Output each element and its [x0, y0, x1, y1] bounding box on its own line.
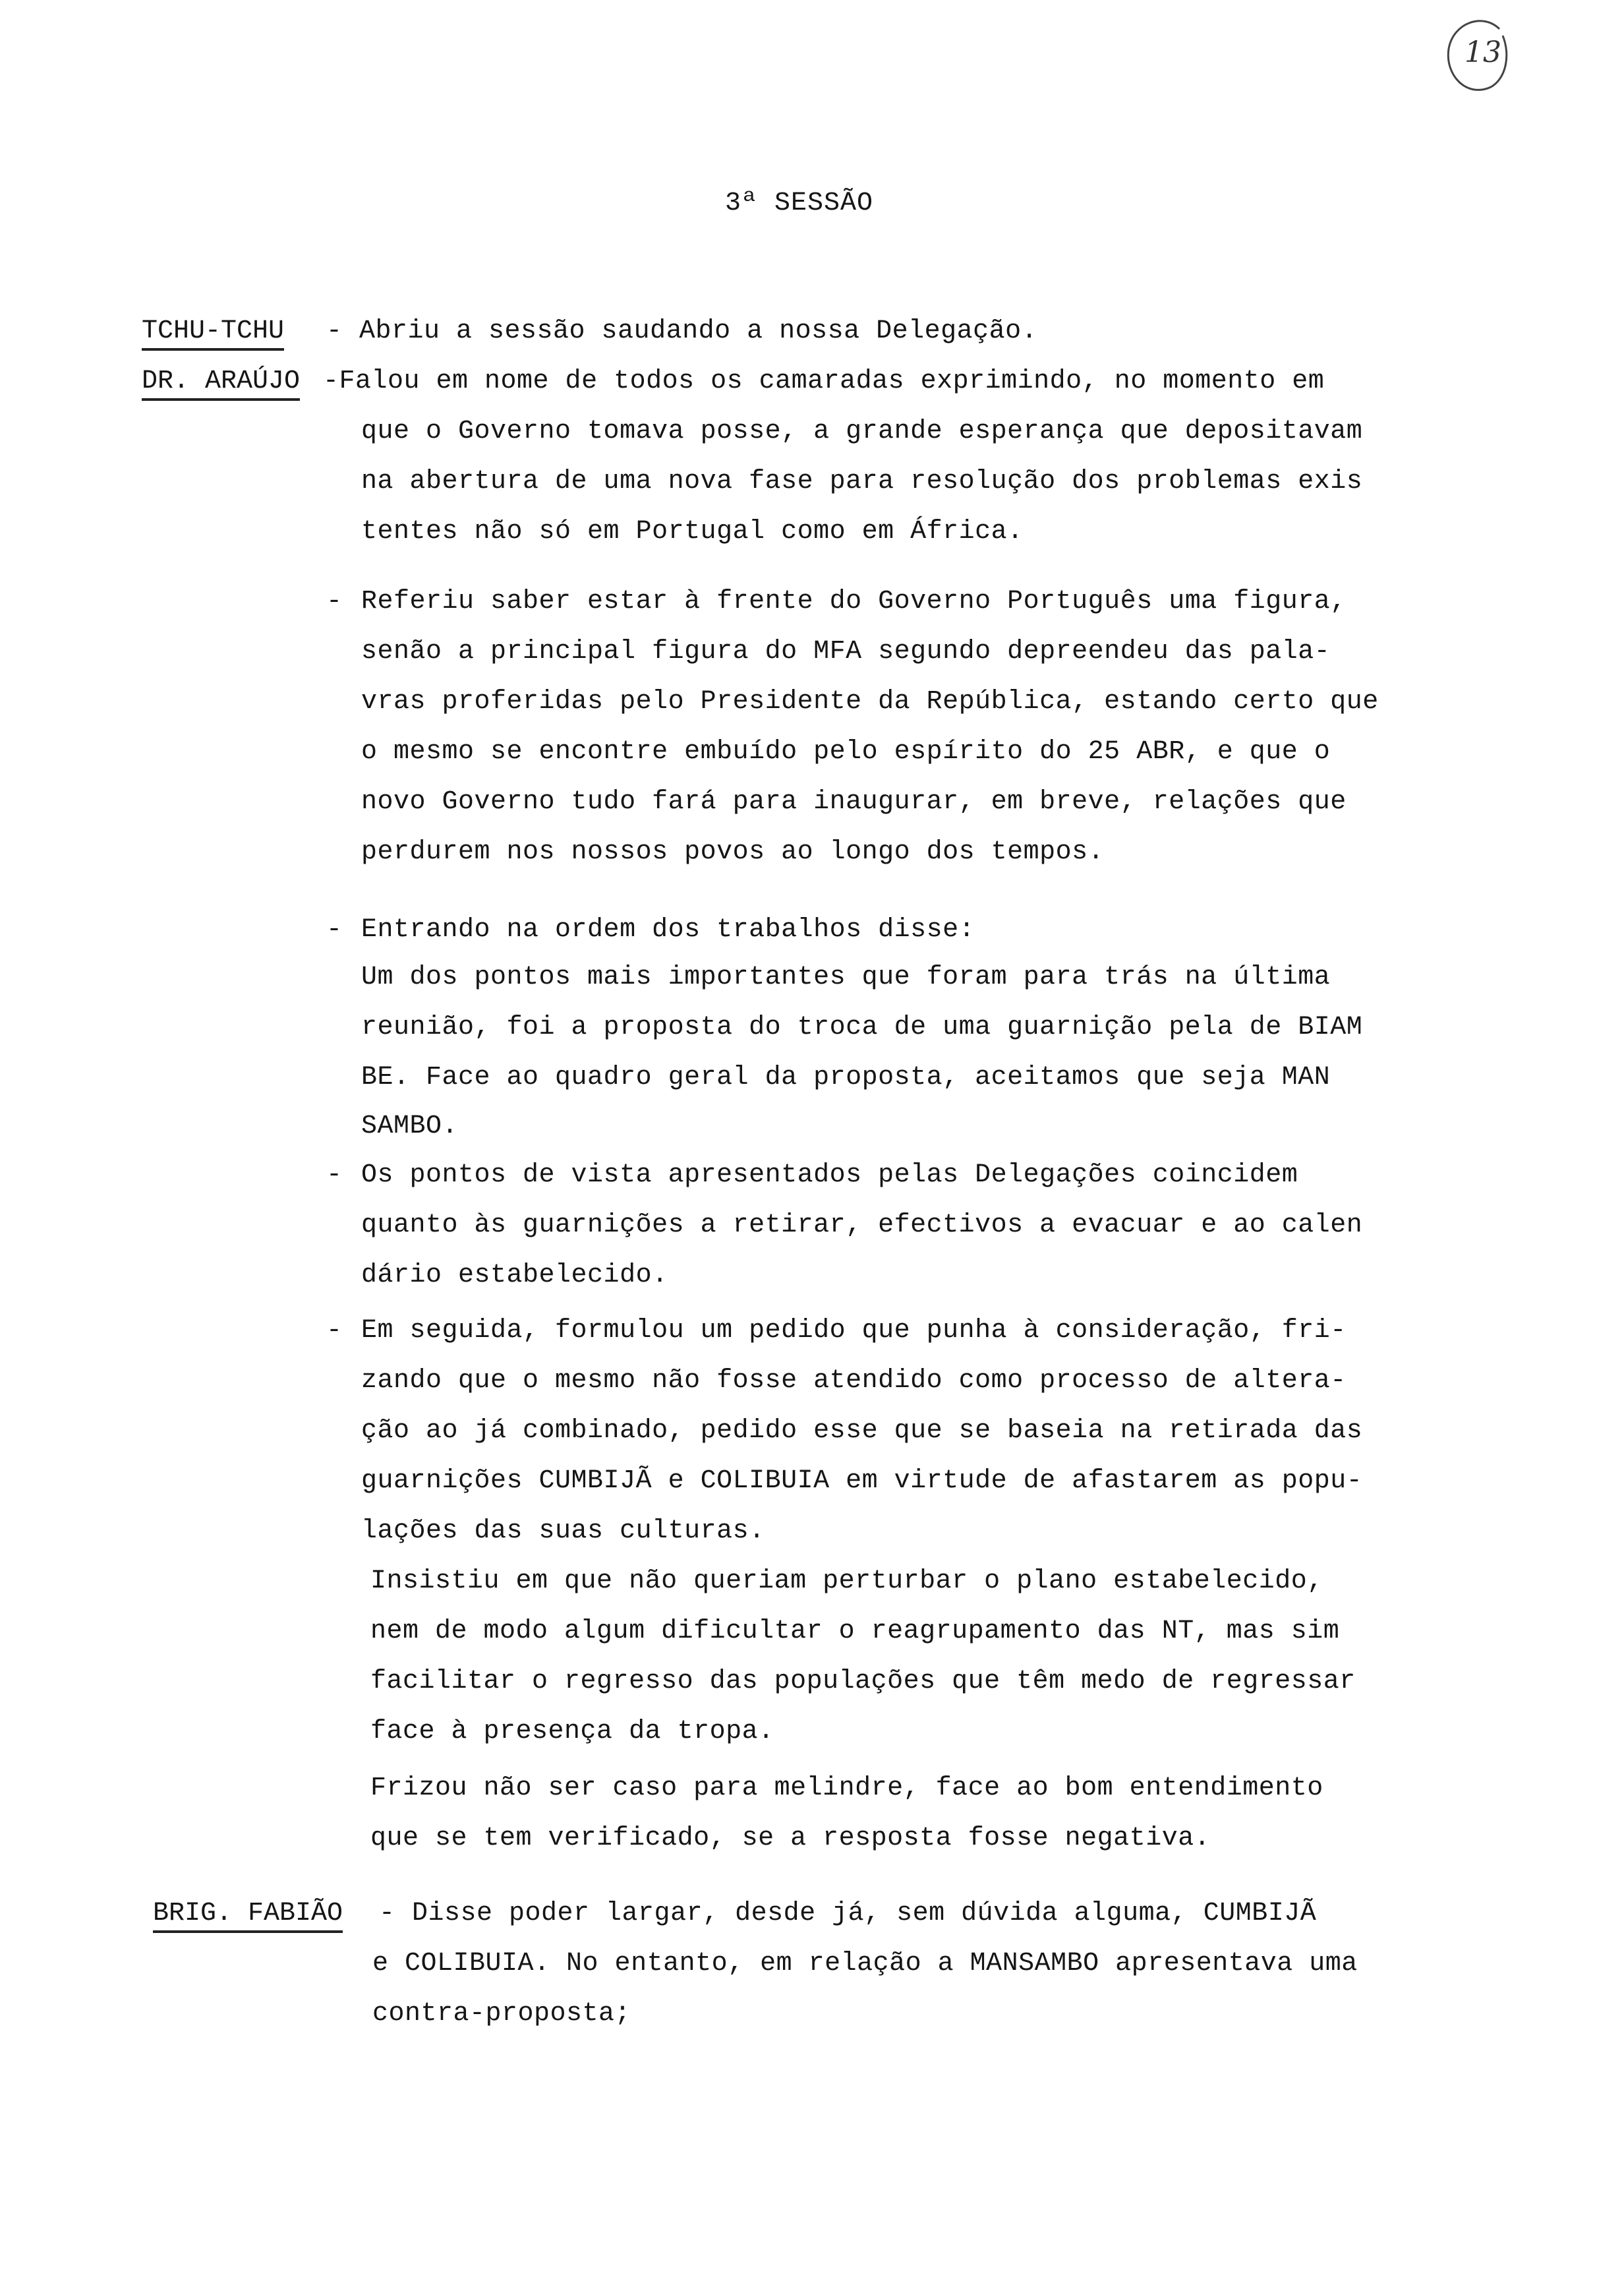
text-line: vras proferidas pelo Presidente da República, estando certo que	[361, 687, 1379, 717]
text-line: guarnições CUMBIJÃ e COLIBUIA em virtude de afastarem as popu-	[361, 1466, 1363, 1496]
text-line: novo Governo tudo fará para inaugurar, em breve, relações que	[361, 787, 1347, 817]
page-number: 13	[1464, 36, 1501, 69]
text-line: face à presença da tropa.	[370, 1717, 774, 1746]
text-line: Insistiu em que não queriam perturbar o plano estabelecido,	[370, 1566, 1323, 1596]
text-line: e COLIBUIA. No entanto, em relação a MANSAMBO apresentava uma	[372, 1949, 1358, 1978]
text-line: BE. Face ao quadro geral da proposta, aceitamos que seja MAN	[361, 1063, 1331, 1092]
text-line: na abertura de uma nova fase para resolução dos problemas exis	[361, 467, 1363, 496]
text-line: Um dos pontos mais importantes que foram para trás na última	[361, 963, 1331, 992]
speaker-brig-fabiao: BRIG. FABIÃO	[153, 1899, 343, 1933]
text-line: ção ao já combinado, pedido esse que se baseia na retirada das	[361, 1416, 1363, 1446]
text-line: dário estabelecido.	[361, 1261, 668, 1290]
text-line: contra-proposta;	[372, 1999, 631, 2029]
text-line: senão a principal figura do MFA segundo depreendeu das pala-	[361, 637, 1331, 667]
tchu-statement: Abriu a sessão saudando a nossa Delegação.	[359, 316, 1038, 346]
text-line: lações das suas culturas.	[361, 1516, 765, 1546]
text-line: Entrando na ordem dos trabalhos disse:	[361, 915, 975, 945]
page-number-stamp	[1437, 9, 1516, 102]
text-line: Referiu saber estar à frente do Governo Português uma figura,	[361, 587, 1347, 616]
text-line: o mesmo se encontre embuído pelo espírito do 25 ABR, e que o	[361, 737, 1331, 767]
text-line: -Falou em nome de todos os camaradas exprimindo, no momento em	[323, 367, 1325, 396]
speaker-dash: -	[326, 316, 343, 346]
text-line: quanto às guarnições a retirar, efectivos a evacuar e ao calen	[361, 1210, 1363, 1240]
text-line: Disse poder largar, desde já, sem dúvida alguma, CUMBIJÃ	[412, 1899, 1317, 1928]
text-line: Em seguida, formulou um pedido que punha à consideração, fri-	[361, 1316, 1347, 1346]
bullet-dash: -	[326, 915, 343, 945]
text-line: tentes não só em Portugal como em África.	[361, 517, 1024, 547]
session-title: 3ª SESSÃO	[725, 189, 874, 218]
speaker-dr-araujo: DR. ARAÚJO	[142, 367, 300, 401]
text-line: Os pontos de vista apresentados pelas Delegações coincidem	[361, 1160, 1298, 1190]
bullet-dash: -	[326, 1160, 343, 1190]
text-line: nem de modo algum dificultar o reagrupamento das NT, mas sim	[370, 1617, 1340, 1646]
text-line: facilitar o regresso das populações que têm medo de regressar	[370, 1667, 1356, 1696]
text-line: SAMBO.	[361, 1112, 459, 1141]
bullet-dash: -	[326, 1316, 343, 1346]
bullet-dash: -	[326, 587, 343, 616]
text-line: reunião, foi a proposta do troca de uma guarnição pela de BIAM	[361, 1013, 1363, 1042]
text-line: Frizou não ser caso para melindre, face ao bom entendimento	[370, 1773, 1323, 1803]
speaker-tchu-tchu: TCHU-TCHU	[142, 316, 284, 351]
text-line: zando que o mesmo não fosse atendido como processo de altera-	[361, 1366, 1347, 1396]
text-line: que se tem verificado, se a resposta fosse negativa.	[370, 1824, 1211, 1853]
text-line: que o Governo tomava posse, a grande esperança que depositavam	[361, 417, 1363, 446]
speaker-dash: -	[379, 1899, 395, 1928]
text-line: perdurem nos nossos povos ao longo dos tempos.	[361, 837, 1105, 867]
